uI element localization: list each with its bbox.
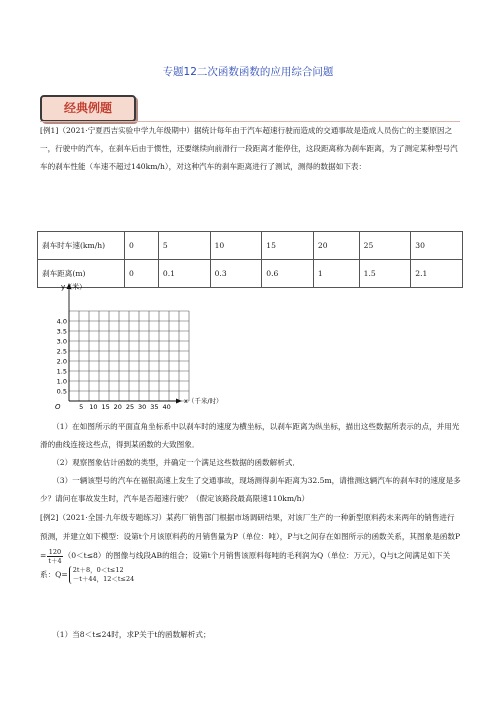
table-cell: 0 <box>125 232 159 260</box>
example2-tag: [例2] <box>40 513 59 522</box>
table-cell: 2.1 <box>411 260 463 288</box>
table-cell: 15 <box>262 232 314 260</box>
origin-label: O <box>55 403 61 411</box>
y-tick-label: 1.0 <box>56 377 67 386</box>
data-table <box>37 231 463 288</box>
grid-lines <box>69 311 189 401</box>
x-tick-labels <box>79 403 171 411</box>
table-cell: 20 <box>313 232 359 260</box>
x-tick-label: 15 <box>101 403 110 411</box>
table-cell: 1.5 <box>359 260 411 288</box>
table-cell: 0 <box>125 260 159 288</box>
piecewise-case-2: －t＋44，12＜t≤24 <box>72 575 135 583</box>
x-tick-label: 5 <box>79 403 84 411</box>
question-3: （3）一辆该型号的汽车在福银高速上发生了交通事故，现场测得刹车距离为32.5m，请推测这辆汽车的刹车时的速度是多少？请问在事故发生时，汽车是否超速行驶？（假定该路段最高限速110km/h） <box>40 476 461 503</box>
table-cell: 30 <box>411 232 463 260</box>
table-cell: 5 <box>158 232 210 260</box>
y-tick-label: 3.5 <box>56 327 67 336</box>
x-tick-label: 40 <box>162 403 171 411</box>
table-cell: 0.3 <box>210 260 262 288</box>
example1-paragraph <box>40 122 462 176</box>
table-header-speed: 刹车时车速(km/h) <box>38 232 125 260</box>
y-tick-label: 1.5 <box>56 367 67 376</box>
y-tick-label: 0.5 <box>56 387 67 396</box>
coordinate-grid <box>55 281 255 413</box>
x-tick-label: 30 <box>138 403 147 411</box>
y-tick-labels <box>57 317 67 395</box>
page-title: 专题12二次函数函数的应用综合问题 <box>162 66 334 78</box>
x-tick-label: 20 <box>113 403 122 411</box>
axes <box>67 283 183 404</box>
example2-paragraph <box>40 508 462 584</box>
y-tick-label: 2.0 <box>56 357 67 366</box>
example2-question-1: （1）当8＜t≤24时，求P关于t的函数解析式； <box>52 630 211 639</box>
table-cell: 10 <box>210 232 262 260</box>
x-axis-label: x（千米/时） <box>184 397 223 405</box>
fraction-120-over-t-plus-4 <box>47 548 62 565</box>
question-2: （2）观察图象估计函数的类型，并确定一个满足这些数据的函数解析式． <box>52 458 300 467</box>
piecewise-case-1: 2t＋8，0＜t≤12 <box>72 566 124 574</box>
table-row-speed <box>38 232 463 260</box>
section-banner <box>40 95 136 122</box>
question-1: （1）在如图所示的平面直角坐标系中以刹车时的速度为横坐标，以刹车距离为纵坐标，描出这些数据所表示的点，并用光滑的曲线连接这些点，得到某函数的大致图象． <box>40 422 460 449</box>
x-tick-label: 25 <box>125 403 135 411</box>
x-tick-label: 10 <box>89 403 98 411</box>
section-banner-label: 经典例题 <box>63 101 112 115</box>
table-cell: 25 <box>359 232 411 260</box>
y-tick-label: 2.5 <box>56 347 67 356</box>
x-tick-label: 35 <box>150 403 159 411</box>
piecewise-function <box>69 566 134 584</box>
table-cell: 0.6 <box>262 260 314 288</box>
y-tick-label: 3.0 <box>56 337 67 346</box>
example1-tag: [例1] <box>40 126 59 135</box>
table-cell: 0.1 <box>158 260 210 288</box>
fraction-denominator: t＋4 <box>48 556 62 565</box>
table-cell: 1 <box>313 260 359 288</box>
y-tick-label: 4.0 <box>56 317 67 326</box>
fraction-numerator: 120 <box>48 547 62 556</box>
example1-text: （2021·宁夏西吉实验中学九年级期中）据统计每年由于汽车超速行驶而造成的交通事故是造成人员伤亡的主要原因之一，行驶中的汽车，在刹车后由于惯性，还要继续向前滑行一段距离才能停住，这段距离称为刹车距离，为了测定某种型号汽车的刹车性能（车速不超过140km/h），对这种汽车的刹车距离进行了测试，测得的数据如下表： <box>40 126 458 171</box>
y-axis-label: y（米） <box>61 283 87 291</box>
example2-text-a: （2021·全国·九年级专题练习）某药厂销售部门根据市场调研结果，对该厂生产的一种新型原料药未来两年的销售进行预测，并建立如下模型：设第t个月该原料药的月销售量为P（单位：吨），P与t之间存在如图所示的函数关系，其图象是函数P= <box>40 513 461 560</box>
table-header-distance: 刹车距离(m) <box>38 260 125 288</box>
example2-text-b: （0＜t≤8）的图像与线段AB的组合；设第t个月销售该原料每吨的毛利润为Q（单位：万元），Q与t之间满足如下关系：Q= <box>40 551 451 579</box>
